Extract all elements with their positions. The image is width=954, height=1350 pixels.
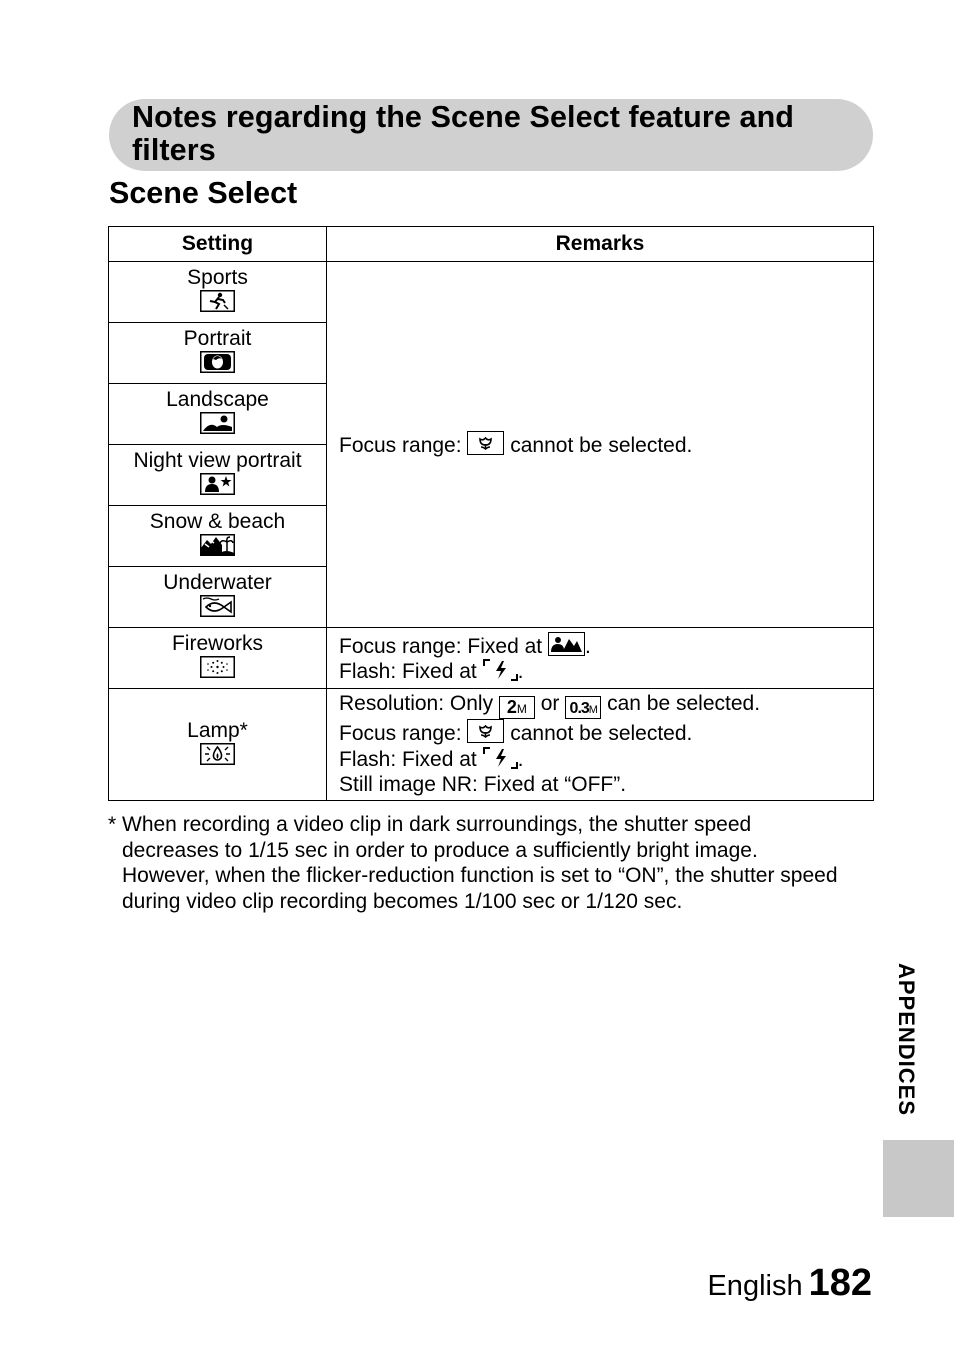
remarks-cell-fireworks	[327, 628, 874, 689]
section-banner	[109, 99, 873, 171]
footnote-text: When recording a video clip in dark surroundings, the shutter speed decreases to 1/15 sec in order to produce a sufficiently bright image. However, when the flicker-reduction function is set to “ON”, the shutter speed during video clip recording becomes 1/100 sec or 1/120 sec.	[122, 813, 838, 913]
setting-name: Snow & beach	[149, 510, 286, 533]
setting-cell-landscape	[109, 384, 327, 445]
column-header-remarks: Remarks	[327, 227, 874, 262]
footnote-marker: *	[108, 813, 117, 836]
column-header-setting: Setting	[109, 227, 327, 262]
section-subtitle: Scene Select	[109, 176, 298, 210]
page-title: Notes regarding the Scene Select feature and filters	[132, 100, 795, 167]
setting-name: Landscape	[166, 388, 269, 411]
side-tab-marker	[883, 1140, 954, 1217]
setting-name: Underwater	[163, 571, 272, 594]
remarks-line: Resolution: Only 2M or 0.3M can be selected.	[339, 692, 761, 718]
resolution-0-3m-icon: 0.3M	[565, 696, 601, 719]
footnote	[108, 812, 838, 914]
remarks-cell-shared: Focus range: cannot be selected.	[327, 262, 874, 628]
remarks-cell-lamp	[327, 689, 874, 801]
table-row	[109, 689, 874, 801]
lamp-icon	[200, 743, 235, 765]
remarks-line: Focus range: Fixed at .	[339, 632, 873, 660]
macro-icon	[467, 719, 504, 743]
setting-name: Lamp*	[187, 718, 248, 742]
setting-cell-portrait	[109, 323, 327, 384]
flash-off-icon	[483, 747, 518, 769]
fireworks-icon	[200, 656, 235, 678]
setting-cell-sports	[109, 262, 327, 323]
setting-cell-snow-beach	[109, 506, 327, 567]
setting-cell-lamp	[109, 689, 327, 801]
footer-language: English	[707, 1270, 803, 1302]
remarks-line: Flash: Fixed at .	[339, 660, 524, 683]
portrait-icon	[200, 351, 235, 373]
flash-off-icon	[483, 659, 518, 681]
macro-icon	[467, 431, 504, 455]
infinity-landscape-icon	[548, 632, 585, 656]
scene-select-table	[108, 226, 874, 801]
setting-cell-fireworks	[109, 628, 327, 689]
setting-name: Night view portrait	[133, 449, 302, 472]
side-tab-label: APPENDICES	[894, 963, 919, 1117]
sports-icon	[200, 290, 235, 312]
night-view-portrait-icon	[200, 473, 235, 495]
setting-name: Sports	[187, 266, 248, 289]
setting-name: Fireworks	[171, 632, 263, 655]
remarks-line: Still image NR: Fixed at “OFF”.	[339, 773, 627, 797]
underwater-icon	[200, 595, 235, 617]
table-header-row	[109, 227, 874, 262]
remarks-line: Flash: Fixed at .	[339, 747, 524, 771]
landscape-icon	[200, 412, 235, 434]
remarks-line: Focus range: cannot be selected.	[339, 719, 873, 747]
page-number: 182	[808, 1262, 872, 1304]
resolution-2m-icon: 2M	[499, 696, 535, 719]
setting-cell-night-view-portrait	[109, 445, 327, 506]
snow-beach-icon	[200, 534, 235, 556]
table-row	[109, 628, 874, 689]
setting-name: Portrait	[183, 327, 252, 350]
setting-cell-underwater	[109, 567, 327, 628]
table-row	[109, 262, 874, 323]
page-footer	[707, 1262, 872, 1305]
